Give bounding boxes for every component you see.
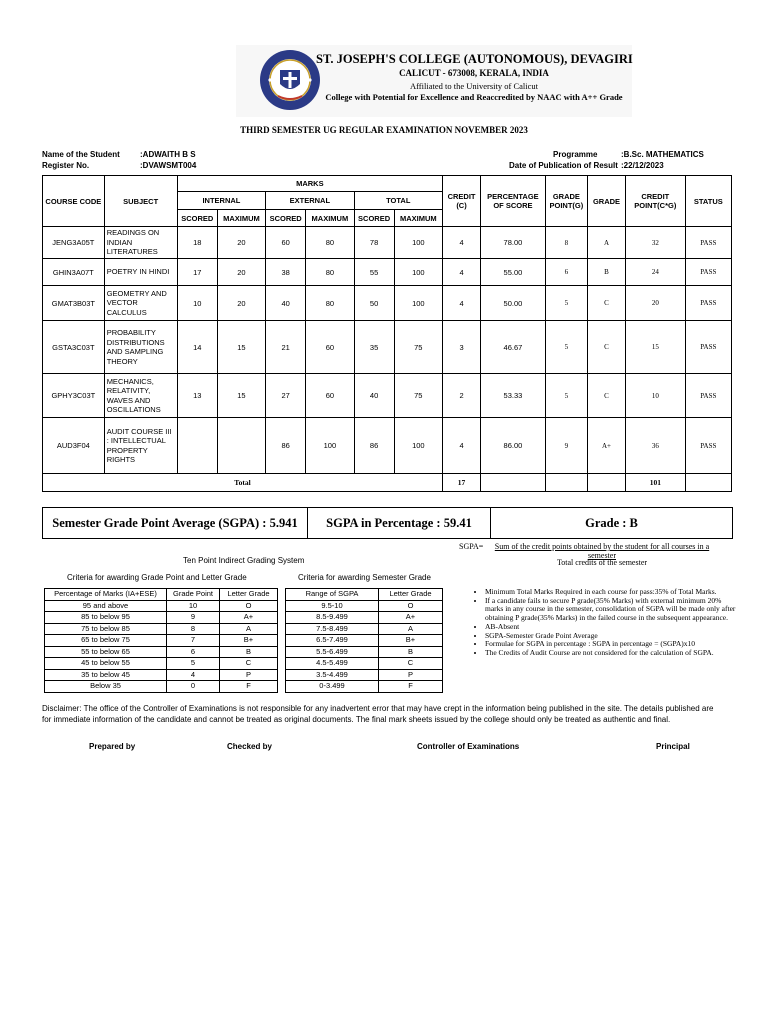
credit-cell: 4 (443, 286, 481, 321)
external-maximum-cell: 100 (306, 418, 354, 474)
percentage-cell: 46.67 (481, 321, 546, 374)
sem-table-cell: 8.5-9.499 (286, 612, 379, 624)
grade-table-cell: A (220, 623, 278, 635)
external-maximum-cell: 80 (306, 227, 354, 259)
grade-table-cell: 55 to below 65 (45, 646, 167, 658)
internal-scored-cell (177, 418, 217, 474)
formula-denominator: Total credits of the semester (556, 558, 648, 567)
ext-maximum-header: MAXIMUM (306, 210, 354, 227)
programme-label: Programme (553, 150, 598, 159)
criteria-grade-title: Criteria for awarding Grade Point and Letter Grade (67, 573, 247, 582)
college-address: CALICUT - 673008, KERALA, INDIA (399, 68, 549, 78)
external-maximum-cell: 60 (306, 321, 354, 374)
grade-table-row (45, 681, 278, 693)
total-credit-point: 101 (626, 474, 686, 492)
total-credit: 17 (443, 474, 481, 492)
grade-table-row (45, 635, 278, 647)
grade-header: GRADE (587, 176, 625, 227)
grade-table-cell: P (220, 669, 278, 681)
status-cell: PASS (685, 227, 731, 259)
programme-value: :B.Sc. MATHEMATICS (621, 150, 704, 159)
grade-table-cell: Below 35 (45, 681, 167, 693)
percentage-cell: 50.00 (481, 286, 546, 321)
total-maximum-cell: 75 (394, 374, 442, 418)
sem-table-row (286, 681, 443, 693)
controller-of-examinations: Controller of Examinations (417, 742, 520, 751)
grade-cell: A+ (587, 418, 625, 474)
note-item: • Formulae for SGPA in percentage : SGPA in percentage = (SGPA)x10 (485, 640, 741, 649)
grade-table-row (45, 669, 278, 681)
grading-system-title: Ten Point Indirect Grading System (183, 556, 305, 565)
external-header: EXTERNAL (266, 192, 354, 210)
grade-table-header: Letter Grade (220, 589, 278, 601)
formula-numerator: Sum of the credit points obtained by the student for all courses in a semester (494, 542, 710, 560)
grade-table-cell: O (220, 600, 278, 612)
credit-cell: 3 (443, 321, 481, 374)
credit-point-cell: 20 (626, 286, 686, 321)
subject-header: SUBJECT (104, 176, 177, 227)
total-empty-1 (481, 474, 546, 492)
tot-scored-header: SCORED (354, 210, 394, 227)
note-item: • The Credits of Audit Course are not considered for the calculation of SGPA. (485, 649, 741, 658)
sem-table-row (286, 658, 443, 670)
int-maximum-header: MAXIMUM (217, 210, 265, 227)
sem-table-row (286, 612, 443, 624)
grade-point-cell: 5 (545, 286, 587, 321)
sem-table-cell: C (379, 658, 443, 670)
grade-table-cell: 5 (167, 658, 220, 670)
grade-table-cell: C (220, 658, 278, 670)
sem-table-row (286, 600, 443, 612)
credit-point-cell: 32 (626, 227, 686, 259)
table-row (43, 321, 732, 374)
total-label: Total (43, 474, 443, 492)
ext-scored-header: SCORED (266, 210, 306, 227)
credit-point-header: CREDIT POINT(C*G) (626, 176, 686, 227)
credit-point-cell: 24 (626, 259, 686, 286)
grade-table-cell: 7 (167, 635, 220, 647)
total-empty-4 (685, 474, 731, 492)
credit-cell: 4 (443, 418, 481, 474)
grade-cell: C (587, 286, 625, 321)
tot-maximum-header: MAXIMUM (394, 210, 442, 227)
subject-cell: GEOMETRY AND VECTOR CALCULUS (104, 286, 177, 321)
percentage-cell: 55.00 (481, 259, 546, 286)
percentage-cell: 78.00 (481, 227, 546, 259)
grade-point-cell: 6 (545, 259, 587, 286)
status-cell: PASS (685, 259, 731, 286)
total-maximum-cell: 100 (394, 286, 442, 321)
internal-maximum-cell (217, 418, 265, 474)
grade-point-table (44, 588, 278, 693)
grade-table-cell: 75 to below 85 (45, 623, 167, 635)
sem-table-cell: 5.5-6.499 (286, 646, 379, 658)
grade-table-cell: 10 (167, 600, 220, 612)
int-scored-header: SCORED (177, 210, 217, 227)
college-affiliation: Affiliated to the University of Calicut (409, 81, 539, 91)
semester-grade-table (285, 588, 443, 693)
sem-table-cell: 4.5-5.499 (286, 658, 379, 670)
grade-table-header-row (45, 589, 278, 601)
table-row (43, 418, 732, 474)
criteria-semester-title: Criteria for awarding Semester Grade (298, 573, 431, 582)
percentage-header: PERCENTAGE OF SCORE (481, 176, 546, 227)
sem-table-row (286, 646, 443, 658)
grade-table-cell: 35 to below 45 (45, 669, 167, 681)
internal-maximum-cell: 15 (217, 321, 265, 374)
sgpa-summary (42, 507, 733, 539)
sem-table-header: Range of SGPA (286, 589, 379, 601)
sem-table-cell: A+ (379, 612, 443, 624)
course-code-cell: AUD3F04 (43, 418, 105, 474)
total-maximum-cell: 75 (394, 321, 442, 374)
register-value: :DVAWSMT004 (140, 161, 197, 170)
grade-cell: A (587, 227, 625, 259)
credit-cell: 4 (443, 227, 481, 259)
sem-table-row (286, 635, 443, 647)
status-cell: PASS (685, 286, 731, 321)
table-row (43, 374, 732, 418)
course-code-cell: JENG3A05T (43, 227, 105, 259)
grade-table-row (45, 623, 278, 635)
sem-table-cell: 0-3.499 (286, 681, 379, 693)
principal: Principal (656, 742, 690, 751)
total-empty-3 (587, 474, 625, 492)
college-crest-icon (258, 48, 322, 112)
status-cell: PASS (685, 321, 731, 374)
grade-table-cell: A+ (220, 612, 278, 624)
exam-title: THIRD SEMESTER UG REGULAR EXAMINATION NOVEMBER 2023 (240, 125, 528, 135)
credit-cell: 4 (443, 259, 481, 286)
disclaimer: Disclaimer: The office of the Controller of Examinations is not responsible for any inadvertent error that may have crept in the information being published in the site. The details published are for immediate information of the candidate and cannot be treated as original documents. The final mark sheets issued by the college should only be treated as authentic and final. (42, 704, 714, 724)
total-maximum-cell: 100 (394, 227, 442, 259)
subject-cell: POETRY IN HINDI (104, 259, 177, 286)
notes-list (472, 588, 741, 658)
total-scored-cell: 35 (354, 321, 394, 374)
grade-table-cell: 95 and above (45, 600, 167, 612)
credit-point-cell: 10 (626, 374, 686, 418)
note-item: • If a candidate fails to secure P grade(35% Marks) with external minimum 20% marks in any course in the semester, consolidation of SGPA will be made only after obtaining P grade(35% Marks) in the failed course in the subsequent appearance. (485, 597, 741, 623)
credit-point-cell: 36 (626, 418, 686, 474)
table-row (43, 259, 732, 286)
college-accreditation: College with Potential for Excellence and Reaccredited by NAAC with A++ Grade (325, 92, 623, 102)
college-name: ST. JOSEPH'S COLLEGE (AUTONOMOUS), DEVAGIRI (316, 52, 633, 66)
total-scored-cell: 40 (354, 374, 394, 418)
grade-cell: C (587, 374, 625, 418)
sem-table-cell: P (379, 669, 443, 681)
sem-table-cell: B+ (379, 635, 443, 647)
course-code-cell: GMAT3B03T (43, 286, 105, 321)
internal-scored-cell: 18 (177, 227, 217, 259)
grade-table-cell: 9 (167, 612, 220, 624)
grade-cell: C (587, 321, 625, 374)
credit-cell: 2 (443, 374, 481, 418)
internal-header: INTERNAL (177, 192, 265, 210)
internal-maximum-cell: 20 (217, 286, 265, 321)
sem-table-header: Letter Grade (379, 589, 443, 601)
prepared-by: Prepared by (89, 742, 136, 751)
grade-table-cell: B (220, 646, 278, 658)
sem-table-row (286, 669, 443, 681)
grade-table-row (45, 612, 278, 624)
external-scored-cell: 60 (266, 227, 306, 259)
note-item: • SGPA-Semester Grade Point Average (485, 632, 741, 641)
status-cell: PASS (685, 418, 731, 474)
subject-cell: PROBABILITY DISTRIBUTIONS AND SAMPLING THEORY (104, 321, 177, 374)
total-scored-cell: 55 (354, 259, 394, 286)
total-maximum-cell: 100 (394, 259, 442, 286)
marks-table (42, 175, 732, 492)
course-code-header: COURSE CODE (43, 176, 105, 227)
external-maximum-cell: 80 (306, 259, 354, 286)
grade-point-cell: 5 (545, 321, 587, 374)
external-scored-cell: 27 (266, 374, 306, 418)
grade-table-cell: 45 to below 55 (45, 658, 167, 670)
subject-cell: READINGS ON INDIAN LITERATURES (104, 227, 177, 259)
sem-table-cell: 3.5-4.499 (286, 669, 379, 681)
sem-table-cell: 7.5-8.499 (286, 623, 379, 635)
sem-table-cell: O (379, 600, 443, 612)
total-scored-cell: 78 (354, 227, 394, 259)
sem-table-cell: A (379, 623, 443, 635)
sem-table-cell: F (379, 681, 443, 693)
sem-table-cell: B (379, 646, 443, 658)
sem-table-row (286, 623, 443, 635)
internal-maximum-cell: 20 (217, 259, 265, 286)
grade-table-cell: B+ (220, 635, 278, 647)
grade-table-cell: 0 (167, 681, 220, 693)
percentage-cell: 53.33 (481, 374, 546, 418)
grade-point-header: GRADE POINT(G) (545, 176, 587, 227)
grade-point-cell: 8 (545, 227, 587, 259)
sem-table-cell: 6.5-7.499 (286, 635, 379, 647)
grade-table-cell: 6 (167, 646, 220, 658)
total-scored-cell: 50 (354, 286, 394, 321)
total-scored-cell: 86 (354, 418, 394, 474)
credit-header: CREDIT (C) (443, 176, 481, 227)
internal-maximum-cell: 20 (217, 227, 265, 259)
grade-table-row (45, 658, 278, 670)
table-row (43, 286, 732, 321)
external-scored-cell: 21 (266, 321, 306, 374)
grade-table-header: Percentage of Marks (IA+ESE) (45, 589, 167, 601)
sgpa-percentage: SGPA in Percentage : 59.41 (308, 508, 491, 539)
grade-table-row (45, 646, 278, 658)
total-maximum-cell: 100 (394, 418, 442, 474)
grade-table-cell: 4 (167, 669, 220, 681)
grade-table-cell: 65 to below 75 (45, 635, 167, 647)
grade-point-cell: 5 (545, 374, 587, 418)
subject-cell: AUDIT COURSE III : INTELLECTUAL PROPERTY RIGHTS (104, 418, 177, 474)
external-maximum-cell: 60 (306, 374, 354, 418)
grade-table-row (45, 600, 278, 612)
grade-table-cell: 8 (167, 623, 220, 635)
semester-grade: Grade : B (491, 508, 733, 539)
internal-maximum-cell: 15 (217, 374, 265, 418)
grade-table-cell: F (220, 681, 278, 693)
grade-table-cell: 85 to below 95 (45, 612, 167, 624)
status-cell: PASS (685, 374, 731, 418)
internal-scored-cell: 10 (177, 286, 217, 321)
sem-table-header-row (286, 589, 443, 601)
course-code-cell: GSTA3C03T (43, 321, 105, 374)
sgpa-value: Semester Grade Point Average (SGPA) : 5.941 (43, 508, 308, 539)
external-maximum-cell: 80 (306, 286, 354, 321)
grade-table-header: Grade Point (167, 589, 220, 601)
external-scored-cell: 38 (266, 259, 306, 286)
formula-prefix: SGPA= (459, 542, 484, 551)
student-name-value: :ADWAITH B S (140, 150, 196, 159)
credit-point-cell: 15 (626, 321, 686, 374)
note-item: • Minimum Total Marks Required in each course for pass:35% of Total Marks. (485, 588, 741, 597)
internal-scored-cell: 17 (177, 259, 217, 286)
note-item: • AB-Absent (485, 623, 741, 632)
external-scored-cell: 40 (266, 286, 306, 321)
publication-label: Date of Publication of Result (509, 161, 618, 170)
student-name-label: Name of the Student (42, 150, 120, 159)
sem-table-cell: 9.5-10 (286, 600, 379, 612)
status-header: STATUS (685, 176, 731, 227)
internal-scored-cell: 13 (177, 374, 217, 418)
publication-value: :22/12/2023 (621, 161, 664, 170)
grade-cell: B (587, 259, 625, 286)
total-empty-2 (545, 474, 587, 492)
external-scored-cell: 86 (266, 418, 306, 474)
register-label: Register No. (42, 161, 90, 170)
checked-by: Checked by (227, 742, 272, 751)
table-row (43, 227, 732, 259)
course-code-cell: GHIN3A07T (43, 259, 105, 286)
total-header: TOTAL (354, 192, 442, 210)
course-code-cell: GPHY3C03T (43, 374, 105, 418)
percentage-cell: 86.00 (481, 418, 546, 474)
subject-cell: MECHANICS, RELATIVITY, WAVES AND OSCILLATIONS (104, 374, 177, 418)
marks-header: MARKS (177, 176, 442, 192)
grade-point-cell: 9 (545, 418, 587, 474)
internal-scored-cell: 14 (177, 321, 217, 374)
